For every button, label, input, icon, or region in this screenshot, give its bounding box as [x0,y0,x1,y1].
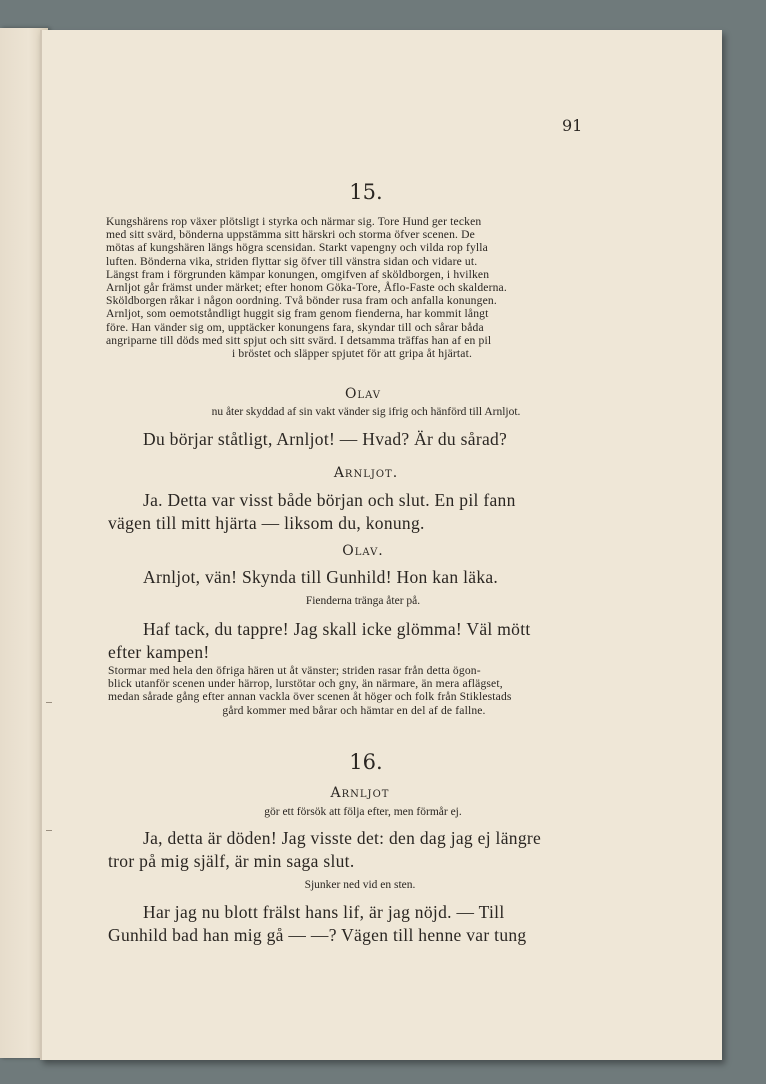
speaker-arnljot: Arnljot. [333,465,399,481]
dialogue-line: Ja, detta är döden! Jag visste det: den dag jag ej längre [143,828,542,848]
stage-line: blick utanför scenen under härrop, lurstötar och gny, än närmare, än mera aflägset, [108,677,503,691]
page-gutter [40,30,42,1060]
stage-line: Längst fram i förgrunden kämpar konungen, omgifven af sköldborgen, i hvilken [106,267,490,281]
stage-line-last: i bröstet och släpper spjutet för att gripa åt hjärtat. [231,347,473,361]
stage-line: mötas af kungshären längs högra scensidan. Starkt vapengny och vilda rop fylla [106,241,488,255]
cue-line: Sjunker ned vid en sten. [304,879,416,891]
stage-line: medan sårade gång efter annan vackla över scenen åt höger och folk från Stiklestads [108,690,512,704]
stage-line: luften. Bönderna vika, striden flyttar sig öfver till vänstra sidan och vidare ut. [106,254,478,268]
cue-line: gör ett försök att följa efter, men förmår ej. [264,806,462,818]
stage-line: Sköldborgen råkar i någon oordning. Två bönder rusa fram och anfalla konungen. [106,294,497,308]
stage-line: Arnljot, som oemotståndligt huggit sig fram genom fienderna, har kommit långt [106,307,489,321]
page-number: 91 [562,116,583,135]
dialogue-line: tror på mig själf, är min saga slut. [108,851,355,871]
stage-line: Stormar med hela den öfriga hären ut åt vänster; striden rasar från detta ögon- [108,664,481,677]
scene-15-heading: 15. [349,180,383,204]
stage-line: Arnljot går främst under märket; efter honom Göka-Tore, Åflo-Faste och skalderna. [106,281,507,295]
dialogue-line: Gunhild bad han mig gå — —? Vägen till henne var tung [108,925,527,945]
dialogue-line: Har jag nu blott frälst hans lif, är jag nöjd. — Till [143,902,505,922]
dialogue-line: Du börjar ståtligt, Arnljot! — Hvad? Är du sårad? [143,429,508,449]
stage-line: Kungshärens rop växer plötsligt i styrka och närmar sig. Tore Hund ger tecken [106,215,482,228]
stage-line: med sitt svärd, bönderna uppstämma sitt härskri och storma öfver scenen. De [106,228,475,242]
cue-line: nu åter skyddad af sin vakt vänder sig ifrig och hänförd till Arnljot. [211,406,521,418]
stage-direction-15 [106,215,598,360]
dialogue-line: efter kampen! [108,642,210,662]
speaker-olav: Olav [344,386,382,402]
stage-line: angriparne till döds med sitt spjut och sitt svärd. I detsamma träffas han af en pil [106,333,492,347]
scene-16-heading: 16. [349,750,383,774]
dialogue-line: Haf tack, du tappre! Jag skall icke glömma! Väl mött [143,619,531,639]
stage-direction-15b [108,664,600,717]
dialogue-line: Arnljot, vän! Skynda till Gunhild! Hon kan läka. [143,567,499,587]
speaker-arnljot: Arnljot [330,785,390,801]
book-page [40,30,722,1060]
margin-mark [46,702,52,703]
margin-mark [46,830,52,831]
stage-line-last: gård kommer med bårar och hämtar en del af de fallne. [222,703,486,717]
dialogue-line: vägen till mitt hjärta — liksom du, konung. [108,513,425,533]
dialogue-line: Ja. Detta var visst både början och slut. En pil fann [143,490,516,510]
cue-line: Fienderna tränga åter på. [305,595,421,607]
stage-line: före. Han vänder sig om, upptäcker konungens fara, skyndar till och sårar båda [106,320,484,334]
speaker-olav: Olav. [342,543,384,559]
